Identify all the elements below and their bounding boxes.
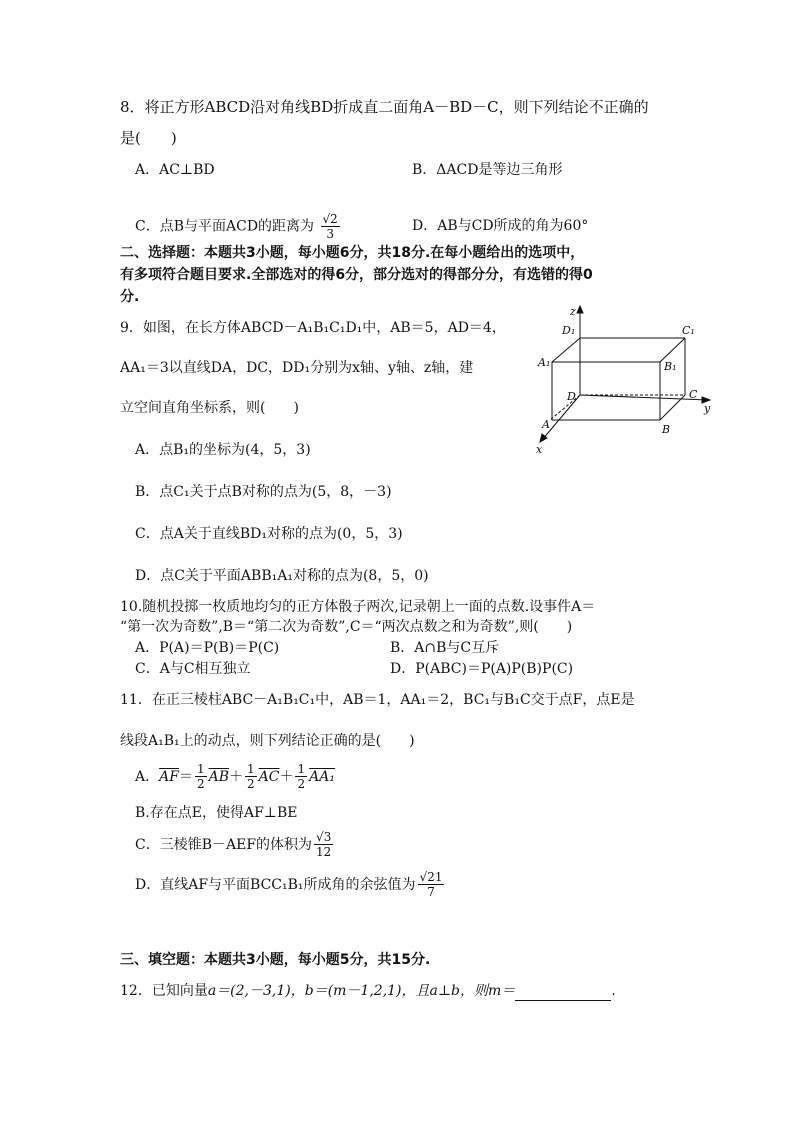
q9-stem-line2: AA₁＝3以直线DA，DC，DD₁分别为x轴、y轴、z轴，建 bbox=[120, 360, 474, 376]
q10-option-b: B．A∩B与C互斥 bbox=[390, 640, 500, 656]
answer-blank[interactable] bbox=[515, 986, 611, 1001]
cuboid-figure bbox=[530, 300, 725, 460]
section3-title: 三、填空题：本题共3小题，每小题5分，共15分. bbox=[120, 952, 431, 968]
q12-text-pre: 12．已知向量 bbox=[120, 983, 208, 999]
edge-c1b1 bbox=[660, 338, 685, 362]
label-d1: D₁ bbox=[562, 324, 576, 337]
vector-af: $\overline{AF}$ bbox=[159, 768, 179, 785]
q8-stem-line2: 是( ) bbox=[120, 129, 177, 147]
q11-stem-line2: 线段A₁B₁上的动点，则下列结论正确的是( ) bbox=[120, 733, 415, 749]
fraction-numerator: 1 bbox=[247, 762, 255, 776]
label-a1: A₁ bbox=[538, 356, 551, 369]
q11-option-c bbox=[135, 830, 335, 859]
fraction-denominator: 3 bbox=[326, 227, 334, 241]
section2-line2: 有多项符合题目要求.全部选对的得6分，部分选对的得部分分，有选错的得0 bbox=[120, 267, 593, 283]
label-b: B bbox=[662, 423, 671, 436]
q11-option-d-text: D．直线AF与平面BCC₁B₁所成角的余弦值为 bbox=[135, 876, 416, 893]
half-fraction-2 bbox=[245, 762, 257, 791]
q11-option-b: B.存在点E，使得AF⊥BE bbox=[135, 805, 298, 821]
fraction-denominator: 2 bbox=[196, 777, 205, 791]
fraction-numerator: √2 bbox=[322, 212, 338, 226]
q9-option-b: B．点C₁关于点B对称的点为(5，8，－3) bbox=[135, 484, 392, 500]
section2-line1: 二、选择题：本题共3小题，每小题6分，共18分.在每小题给出的选项中， bbox=[120, 245, 585, 261]
q8-option-c-fraction bbox=[321, 212, 340, 241]
q8-option-c bbox=[135, 212, 342, 241]
fraction-denominator: 7 bbox=[427, 885, 435, 899]
half-fraction-1 bbox=[195, 762, 207, 791]
q8-option-d: D．AB与CD所成的角为60° bbox=[412, 218, 589, 234]
q9-option-c: C．点A关于直线BD₁对称的点为(0，5，3) bbox=[135, 526, 403, 542]
edge-d1a1 bbox=[552, 338, 580, 362]
q10-option-d: D．P(ABC)＝P(A)P(B)P(C) bbox=[390, 661, 574, 677]
q12-stem bbox=[120, 981, 616, 1001]
q8-option-b: B．ΔACD是等边三角形 bbox=[412, 162, 563, 178]
q8-stem-line1: 8．将正方形ABCD沿对角线BD折成直二面角A－BD－C，则下列结论不正确的 bbox=[120, 98, 649, 116]
label-b1: B₁ bbox=[664, 360, 677, 373]
fraction-numerator: 1 bbox=[297, 762, 306, 776]
q11-option-a bbox=[135, 762, 335, 791]
fraction-denominator: 12 bbox=[316, 845, 332, 859]
q9-stem-line3: 立空间直角坐标系，则( ) bbox=[120, 400, 299, 416]
q8-option-c-text: C．点B与平面ACD的距离为 bbox=[135, 218, 315, 235]
fraction-numerator: √21 bbox=[419, 870, 443, 884]
q10-stem-line1: 10.随机投掷一枚质地均匀的正方体骰子两次,记录朝上一面的点数.设事件A＝ bbox=[120, 599, 596, 615]
q10-stem-line2: “第一次为奇数”,B＝“第二次为奇数”,C＝“两次点数之和为奇数”,则( ) bbox=[120, 619, 573, 635]
half-fraction-3 bbox=[295, 762, 307, 791]
q11-option-d bbox=[135, 870, 446, 899]
q12-end: . bbox=[611, 983, 616, 999]
q8-option-a: A．AC⊥BD bbox=[135, 162, 215, 178]
fraction-numerator: 1 bbox=[196, 762, 205, 776]
label-x: x bbox=[536, 443, 543, 456]
fraction-numerator: √3 bbox=[316, 830, 332, 844]
z-axis-arrow bbox=[577, 306, 583, 313]
q10-option-c: C．A与C相互独立 bbox=[135, 661, 251, 677]
q10-option-a: A．P(A)＝P(B)＝P(C) bbox=[135, 640, 280, 656]
q11-stem-line1: 11．在正三棱柱ABC－A₁B₁C₁中，AB＝1，AA₁＝2，BC₁与B₁C交于点F，点E是 bbox=[120, 692, 635, 708]
vector-aa1: AA₁ bbox=[309, 768, 335, 785]
q9-stem-line1: 9．如图，在长方体ABCD－A₁B₁C₁D₁中，AB＝5，AD＝4， bbox=[120, 320, 506, 336]
q11-option-c-text: C．三棱锥B－AEF的体积为 bbox=[135, 836, 313, 853]
plus-sign: ＋ bbox=[229, 768, 243, 785]
fraction-denominator: 2 bbox=[247, 777, 255, 791]
vector-ac: $\overline{AC}$ bbox=[258, 768, 280, 785]
label-a: A bbox=[542, 418, 550, 431]
label-c1: C₁ bbox=[682, 324, 695, 337]
label-d: D bbox=[567, 390, 576, 403]
section2-line3: 分. bbox=[120, 289, 140, 305]
plus-sign: ＋ bbox=[279, 768, 294, 785]
vector-ab: $\overline{AB}$ bbox=[208, 768, 229, 785]
q11-option-a-letter: A． bbox=[135, 768, 160, 785]
q12-vector-b: b＝(m－1,2,1)，且a⊥b，则m＝ bbox=[304, 983, 516, 999]
label-c: C bbox=[689, 388, 698, 401]
q12-vector-a: a＝(2,－3,1)， bbox=[207, 983, 305, 999]
q11-option-c-fraction bbox=[314, 830, 333, 859]
label-y: y bbox=[704, 402, 711, 415]
q11-option-d-fraction bbox=[418, 870, 445, 899]
fraction-denominator: 2 bbox=[297, 777, 306, 791]
equals-sign: ＝ bbox=[178, 768, 193, 785]
q9-option-d: D．点C关于平面ABB₁A₁对称的点为(8，5，0) bbox=[135, 568, 429, 584]
label-z: z bbox=[570, 305, 576, 318]
q9-option-a: A．点B₁的坐标为(4，5，3) bbox=[135, 442, 311, 458]
